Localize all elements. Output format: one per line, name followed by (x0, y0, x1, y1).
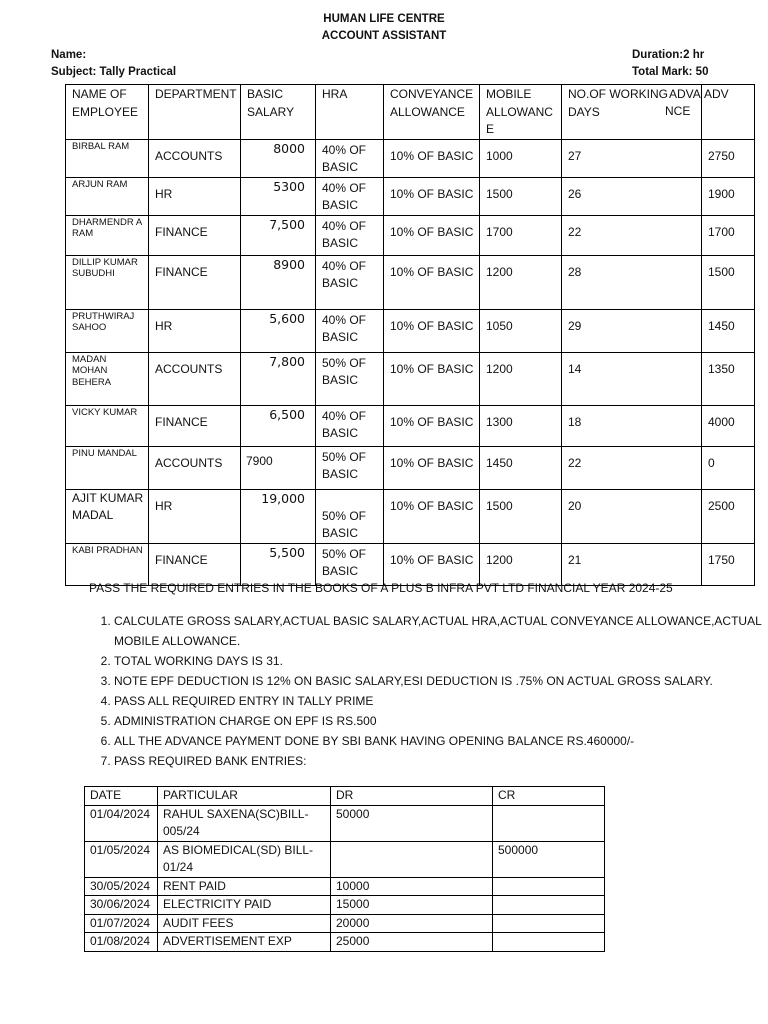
employee-row (66, 446, 755, 489)
bank-particular-cell: ELECTRICITY PAID (158, 896, 331, 915)
basic-salary-cell: 8000 (241, 139, 316, 177)
employee-row (66, 543, 755, 585)
conveyance-cell: 10% OF BASIC (384, 489, 480, 543)
step-item: 4. PASS ALL REQUIRED ENTRY IN TALLY PRIME (114, 691, 764, 711)
employee-name-cell: MADAN MOHAN BEHERA (66, 352, 149, 405)
advance-cell: 1350 (702, 352, 755, 405)
mobile-allowance-cell: 1200 (480, 543, 562, 585)
employee-name-cell: DILLIP KUMAR SUBUDHI (66, 255, 149, 309)
col-header-date: DATE (85, 787, 158, 806)
advance-cell: 1500 (702, 255, 755, 309)
employee-row (66, 139, 755, 177)
basic-salary-cell: 5300 (241, 177, 316, 215)
bank-entry-row (85, 914, 605, 933)
employee-row (66, 215, 755, 255)
hra-cell: 50% OF BASIC (316, 543, 384, 585)
bank-cr-cell (493, 933, 605, 952)
bank-entries-table (84, 786, 605, 952)
hra-cell: 40% OF BASIC (316, 139, 384, 177)
department-cell: FINANCE (149, 215, 241, 255)
conveyance-cell: 10% OF BASIC (384, 255, 480, 309)
department-cell: HR (149, 489, 241, 543)
conveyance-cell: 10% OF BASIC (384, 543, 480, 585)
advance-cell: 0 (702, 446, 755, 489)
conveyance-cell: 10% OF BASIC (384, 405, 480, 446)
department-cell: HR (149, 177, 241, 215)
document-subtitle: ACCOUNT ASSISTANT (321, 30, 447, 42)
hra-cell: 40% OF BASIC (316, 405, 384, 446)
employee-name-cell: PINU MANDAL (66, 446, 149, 489)
total-mark-label: Total Mark: 50 (632, 66, 709, 78)
col-header-particular: PARTICULAR (158, 787, 331, 806)
mobile-allowance-cell: 1200 (480, 352, 562, 405)
bank-date-cell: 01/05/2024 (85, 841, 158, 877)
basic-salary-cell: 19,000 (241, 489, 316, 543)
advance-cell: 4000 (702, 405, 755, 446)
col-header-cr: CR (493, 787, 605, 806)
advance-cell: 1450 (702, 309, 755, 352)
col-header-working-days (562, 85, 702, 140)
col-header-name: NAME OF EMPLOYEE (66, 85, 149, 140)
mobile-allowance-cell: 1500 (480, 489, 562, 543)
advance-cell: 2750 (702, 139, 755, 177)
employee-row (66, 489, 755, 543)
bank-entry-row (85, 877, 605, 896)
bank-particular-cell: AS BIOMEDICAL(SD) BILL-01/24 (158, 841, 331, 877)
employee-name-cell: ARJUN RAM (66, 177, 149, 215)
bank-entry-row (85, 841, 605, 877)
basic-salary-cell: 7900 (241, 446, 316, 489)
employee-row (66, 309, 755, 352)
bank-entry-row (85, 933, 605, 952)
instruction-steps (90, 611, 764, 771)
working-days-header-text: NO.OF WORKING DAYS (568, 87, 668, 119)
employee-name-cell: AJIT KUMAR MADAL (66, 489, 149, 543)
mobile-allowance-cell: 1300 (480, 405, 562, 446)
working-days-cell: 14 (562, 352, 702, 405)
col-header-conveyance: CONVEYANCE ALLOWANCE (384, 85, 480, 140)
bank-date-cell: 01/07/2024 (85, 914, 158, 933)
advance-cell: 2500 (702, 489, 755, 543)
bank-dr-cell: 50000 (331, 805, 493, 841)
working-days-cell: 22 (562, 446, 702, 489)
bank-date-cell: 30/06/2024 (85, 896, 158, 915)
name-label: Name: (51, 49, 87, 61)
basic-salary-cell: 5,500 (241, 543, 316, 585)
step-item: 6. ALL THE ADVANCE PAYMENT DONE BY SBI BANK HAVING OPENING BALANCE RS.460000/- (114, 731, 764, 751)
bank-dr-cell: 25000 (331, 933, 493, 952)
mobile-allowance-cell: 1500 (480, 177, 562, 215)
hra-cell: 40% OF BASIC (316, 215, 384, 255)
conveyance-cell: 10% OF BASIC (384, 215, 480, 255)
bank-particular-cell: AUDIT FEES (158, 914, 331, 933)
employee-row (66, 177, 755, 215)
col-header-basic-salary: BASIC SALARY (241, 85, 316, 140)
hra-cell: 40% OF BASIC (316, 309, 384, 352)
basic-salary-cell: 5,600 (241, 309, 316, 352)
instruction-text: PASS THE REQUIRED ENTRIES IN THE BOOKS OF A PLUS B INFRA PVT LTD FINANCIAL YEAR 2024-25 (89, 581, 673, 595)
bank-date-cell: 30/05/2024 (85, 877, 158, 896)
employee-row (66, 405, 755, 446)
employee-row (66, 352, 755, 405)
working-days-cell: 18 (562, 405, 702, 446)
mobile-allowance-cell: 1000 (480, 139, 562, 177)
step-item: 2. TOTAL WORKING DAYS IS 31. (114, 651, 764, 671)
working-days-cell: 21 (562, 543, 702, 585)
col-header-hra: HRA (316, 85, 384, 140)
working-days-cell: 29 (562, 309, 702, 352)
department-cell: HR (149, 309, 241, 352)
duration-label: Duration:2 hr (632, 49, 705, 61)
step-item: 7. PASS REQUIRED BANK ENTRIES: (114, 751, 764, 771)
department-cell: ACCOUNTS (149, 446, 241, 489)
employee-table (65, 84, 755, 586)
hra-cell: 40% OF BASIC (316, 177, 384, 215)
step-item: 1. CALCULATE GROSS SALARY,ACTUAL BASIC SALARY,ACTUAL HRA,ACTUAL CONVEYANCE ALLOWANCE,ACTUAL MOBILE ALLOWANCE. (114, 611, 764, 651)
working-days-cell: 28 (562, 255, 702, 309)
advance-cell: 1900 (702, 177, 755, 215)
bank-dr-cell: 15000 (331, 896, 493, 915)
employee-name-cell: VICKY KUMAR (66, 405, 149, 446)
bank-dr-cell: 10000 (331, 877, 493, 896)
hra-cell: 50% OF BASIC (316, 489, 384, 543)
employee-name-cell: DHARMENDR A RAM (66, 215, 149, 255)
department-cell: FINANCE (149, 543, 241, 585)
col-header-mobile: MOBILE ALLOWANC E (480, 85, 562, 140)
conveyance-cell: 10% OF BASIC (384, 177, 480, 215)
bank-particular-cell: RENT PAID (158, 877, 331, 896)
working-days-cell: 20 (562, 489, 702, 543)
mobile-allowance-cell: 1700 (480, 215, 562, 255)
advance-cell: 1750 (702, 543, 755, 585)
bank-entry-row (85, 805, 605, 841)
bank-date-cell: 01/08/2024 (85, 933, 158, 952)
advance-cell: 1700 (702, 215, 755, 255)
bank-table-header-row (85, 787, 605, 806)
hra-cell: 40% OF BASIC (316, 255, 384, 309)
department-cell: ACCOUNTS (149, 139, 241, 177)
basic-salary-cell: 7,800 (241, 352, 316, 405)
basic-salary-cell: 7,500 (241, 215, 316, 255)
employee-table-header-row (66, 85, 755, 140)
advance-header-fragment-1: ADVA (669, 87, 701, 101)
conveyance-cell: 10% OF BASIC (384, 139, 480, 177)
hra-cell: 50% OF BASIC (316, 352, 384, 405)
mobile-allowance-cell: 1450 (480, 446, 562, 489)
basic-salary-cell: 8900 (241, 255, 316, 309)
advance-header-fragment-2: NCE (665, 104, 691, 118)
department-cell: FINANCE (149, 405, 241, 446)
col-header-department: DEPARTMENT (149, 85, 241, 140)
conveyance-cell: 10% OF BASIC (384, 446, 480, 489)
col-header-dr: DR (331, 787, 493, 806)
bank-entry-row (85, 896, 605, 915)
conveyance-cell: 10% OF BASIC (384, 309, 480, 352)
step-item: 5. ADMINISTRATION CHARGE ON EPF IS RS.500 (114, 711, 764, 731)
conveyance-cell: 10% OF BASIC (384, 352, 480, 405)
hra-cell: 50% OF BASIC (316, 446, 384, 489)
basic-salary-cell: 6,500 (241, 405, 316, 446)
bank-cr-cell (493, 914, 605, 933)
bank-cr-cell (493, 805, 605, 841)
bank-particular-cell: ADVERTISEMENT EXP (158, 933, 331, 952)
bank-date-cell: 01/04/2024 (85, 805, 158, 841)
col-header-advance: ADV (702, 85, 755, 140)
department-cell: FINANCE (149, 255, 241, 309)
employee-name-cell: PRUTHWIRAJ SAHOO (66, 309, 149, 352)
employee-name-cell: BIRBAL RAM (66, 139, 149, 177)
mobile-allowance-cell: 1050 (480, 309, 562, 352)
bank-particular-cell: RAHUL SAXENA(SC)BILL-005/24 (158, 805, 331, 841)
working-days-cell: 27 (562, 139, 702, 177)
bank-cr-cell (493, 877, 605, 896)
bank-cr-cell: 500000 (493, 841, 605, 877)
subject-label: Subject: Tally Practical (51, 66, 177, 78)
employee-name-cell: KABI PRADHAN (66, 543, 149, 585)
employee-row (66, 255, 755, 309)
bank-dr-cell: 20000 (331, 914, 493, 933)
working-days-cell: 22 (562, 215, 702, 255)
bank-cr-cell (493, 896, 605, 915)
bank-dr-cell (331, 841, 493, 877)
step-item: 3. NOTE EPF DEDUCTION IS 12% ON BASIC SALARY,ESI DEDUCTION IS .75% ON ACTUAL GROSS SALARY. (114, 671, 764, 691)
working-days-cell: 26 (562, 177, 702, 215)
mobile-allowance-cell: 1200 (480, 255, 562, 309)
department-cell: ACCOUNTS (149, 352, 241, 405)
document-title: HUMAN LIFE CENTRE (323, 13, 445, 25)
